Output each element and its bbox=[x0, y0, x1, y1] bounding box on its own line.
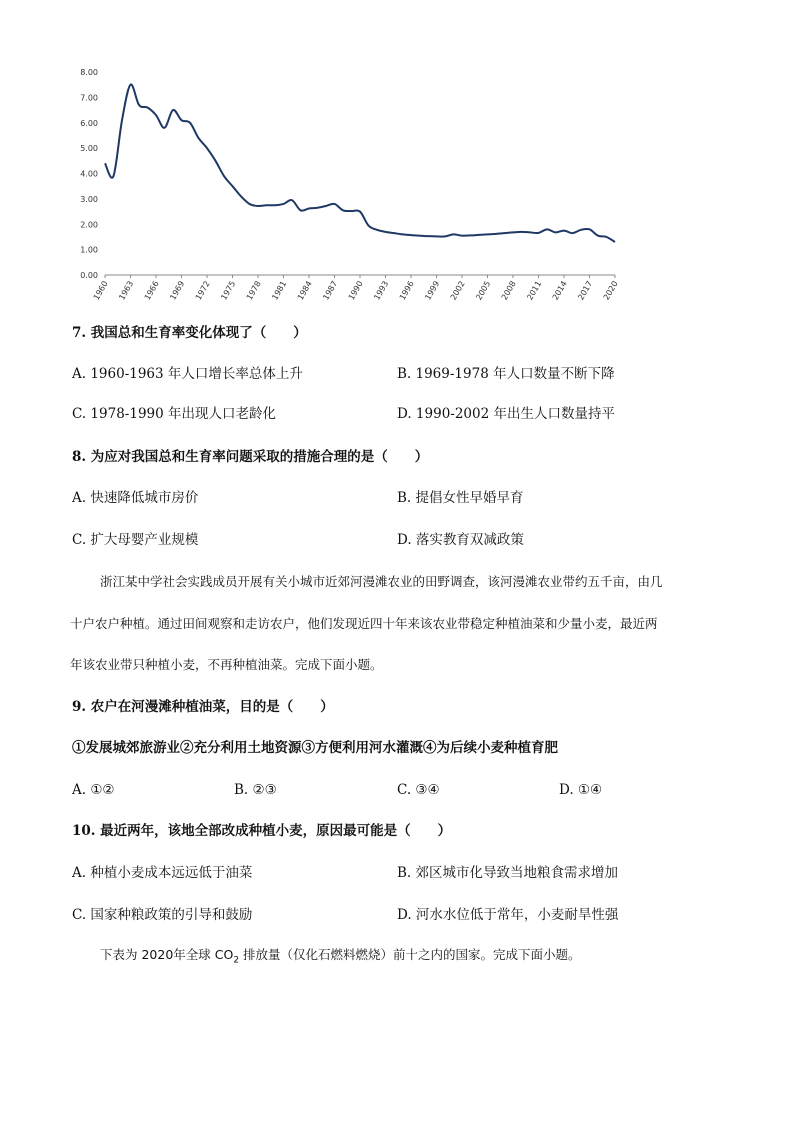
q7-option-b[interactable]: B. 1969-1978 年人口数量不断下降 bbox=[397, 366, 615, 382]
x-tick-label: 1984 bbox=[295, 279, 314, 302]
y-tick-label: 8.00 bbox=[80, 68, 98, 77]
q10-option-a[interactable]: A. 种植小麦成本远远低于油菜 bbox=[72, 865, 253, 881]
x-axis bbox=[92, 275, 620, 302]
q10-option-d[interactable]: D. 河水水位低于常年，小麦耐旱性强 bbox=[397, 907, 619, 923]
x-tick-label: 2011 bbox=[525, 279, 544, 302]
y-axis bbox=[80, 68, 98, 280]
x-tick-label: 1969 bbox=[168, 279, 187, 302]
q7-option-d[interactable]: D. 1990-2002 年出生人口数量持平 bbox=[397, 406, 615, 422]
y-tick-label: 3.00 bbox=[80, 194, 98, 204]
fertility-rate-chart bbox=[70, 60, 630, 310]
x-tick-label: 1972 bbox=[193, 279, 212, 302]
q9-option-c[interactable]: C. ③④ bbox=[397, 782, 440, 798]
q8-option-c[interactable]: C. 扩大母婴产业规模 bbox=[72, 532, 199, 548]
x-tick-label: 2005 bbox=[474, 279, 493, 302]
q7-option-c[interactable]: C. 1978-1990 年出现人口老龄化 bbox=[72, 406, 276, 422]
passage2-after: 排放量（仅化石燃料燃烧）前十之内的国家。完成下面小题。 bbox=[239, 947, 581, 962]
passage1-line1: 浙江某中学社会实践成员开展有关小城市近郊河漫滩农业的田野调查，该河漫滩农业带约五千亩，由几 bbox=[100, 574, 663, 589]
y-tick-label: 1.00 bbox=[80, 245, 98, 255]
passage2-before: 下表为 2020年全球 CO bbox=[100, 947, 234, 962]
q7-stem: 7. 我国总和生育率变化体现了（ ） bbox=[72, 325, 307, 341]
x-tick-label: 1999 bbox=[423, 279, 442, 302]
x-tick-label: 1981 bbox=[270, 279, 289, 302]
x-tick-label: 1966 bbox=[142, 279, 161, 302]
q9-items: ①发展城郊旅游业②充分利用土地资源③方便利用河水灌溉④为后续小麦种植育肥 bbox=[72, 740, 558, 756]
x-tick-label: 1993 bbox=[372, 279, 391, 302]
y-tick-label: 2.00 bbox=[80, 220, 98, 230]
x-tick-label: 2008 bbox=[499, 279, 518, 302]
q9-option-a[interactable]: A. ①② bbox=[72, 782, 115, 798]
q8-option-d[interactable]: D. 落实教育双减政策 bbox=[397, 532, 524, 548]
series-layer bbox=[105, 84, 615, 242]
q8-option-a[interactable]: A. 快速降低城市房价 bbox=[72, 490, 199, 506]
q10-option-b[interactable]: B. 郊区城市化导致当地粮食需求增加 bbox=[397, 865, 619, 881]
x-tick-label: 1963 bbox=[117, 279, 136, 302]
x-tick-label: 2017 bbox=[576, 279, 595, 302]
q8-stem: 8. 为应对我国总和生育率问题采取的措施合理的是（ ） bbox=[72, 449, 429, 465]
passage2 bbox=[100, 946, 740, 970]
q7-option-a[interactable]: A. 1960-1963 年人口增长率总体上升 bbox=[72, 366, 303, 382]
y-tick-label: 6.00 bbox=[80, 118, 98, 128]
y-tick-label: 0.00 bbox=[80, 271, 98, 280]
y-tick-label: 5.00 bbox=[80, 144, 98, 154]
x-tick-label: 2014 bbox=[550, 279, 569, 302]
q9-option-d[interactable]: D. ①④ bbox=[559, 782, 603, 798]
passage1-line2: 十户农户种植。通过田间观察和走访农户，他们发现近四十年来该农业带稳定种植油菜和少量小麦，最近两 bbox=[70, 616, 658, 631]
y-tick-label: 4.00 bbox=[80, 169, 98, 179]
x-tick-label: 1975 bbox=[219, 279, 238, 302]
q9-stem: 9. 农户在河漫滩种植油菜，目的是（ ） bbox=[72, 699, 334, 715]
passage2-subscript: 2 bbox=[233, 955, 240, 966]
q10-stem: 10. 最近两年，该地全部改成种植小麦，原因最可能是（ ） bbox=[72, 823, 452, 839]
x-tick-label: 1987 bbox=[321, 279, 340, 302]
x-tick-label: 1978 bbox=[244, 279, 263, 302]
q9-option-b[interactable]: B. ②③ bbox=[234, 782, 277, 798]
x-tick-label: 2020 bbox=[601, 279, 620, 302]
fertility-rate-line bbox=[105, 84, 615, 242]
x-tick-label: 2002 bbox=[448, 279, 467, 302]
x-tick-label: 1996 bbox=[397, 279, 416, 302]
x-tick-label: 1960 bbox=[91, 279, 110, 302]
y-tick-label: 7.00 bbox=[80, 93, 98, 103]
q10-option-c[interactable]: C. 国家种粮政策的引导和鼓励 bbox=[72, 907, 253, 923]
x-tick-label: 1990 bbox=[346, 279, 365, 302]
q8-option-b[interactable]: B. 提倡女性早婚早育 bbox=[397, 490, 524, 506]
passage1-line3: 年该农业带只种植小麦，不再种植油菜。完成下面小题。 bbox=[70, 657, 383, 672]
